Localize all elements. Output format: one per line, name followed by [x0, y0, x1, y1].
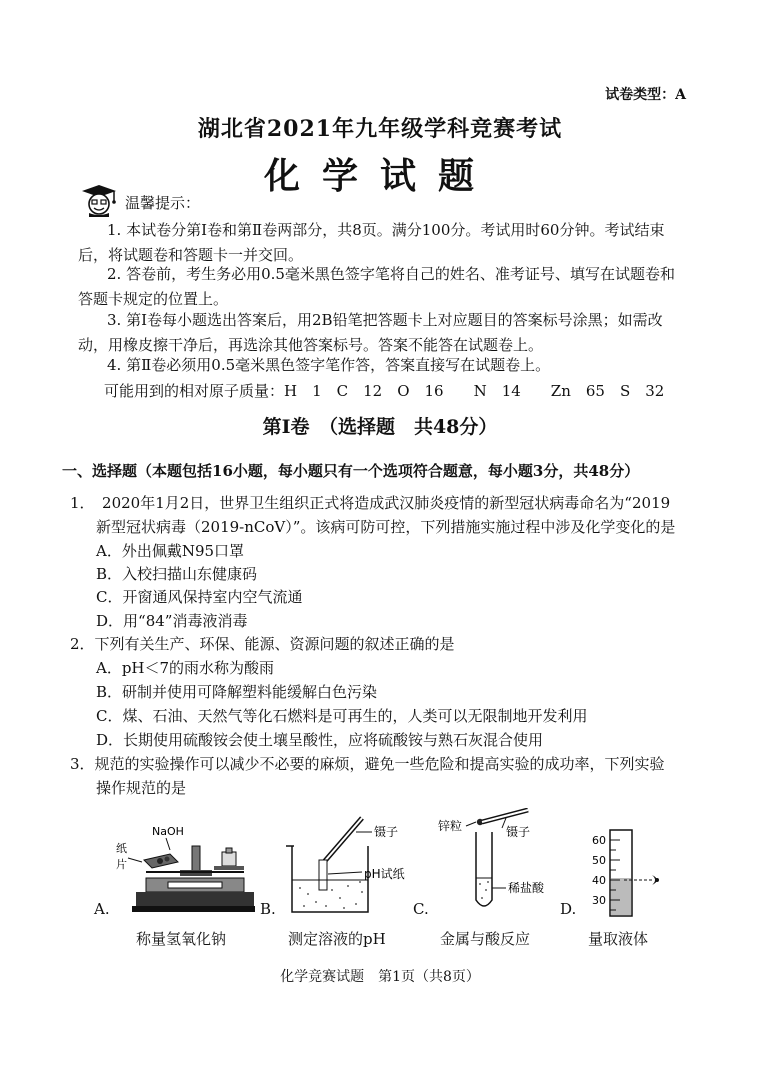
- exam-title: 湖北省2021年九年级学科竞赛考试: [197, 116, 563, 142]
- question-2-option-d: D．长期使用硫酸铵会使土壤呈酸性，应将硫酸铵与熟石灰混合使用: [96, 731, 544, 749]
- notice-item-4: 4. 第Ⅱ卷必须用0.5毫米黑色签字笔作答，答案直接写在试题卷上。: [107, 356, 551, 374]
- notice-label: 温馨提示：: [125, 194, 201, 212]
- tweezers-label-b: 镊子: [374, 825, 399, 839]
- question-2-option-b: B．研制并使用可降解塑料能缓解白色污染: [96, 683, 378, 701]
- notice-item-2: 2. 答卷前，考生务必用0.5毫米黑色签字笔将自己的姓名、准考证号、填写在试题卷和答题卡规定的位置上。: [78, 265, 675, 308]
- choice-a-letter: A.: [94, 900, 110, 918]
- tick-60: 60: [592, 834, 606, 847]
- beaker-ph-illustration: [282, 812, 417, 918]
- question-3-stem-line2: 操作规范的是: [96, 779, 187, 797]
- paper-label-2: 片: [116, 858, 127, 871]
- zinc-label: 锌粒: [438, 819, 463, 833]
- dilute-hcl-label: 稀盐酸: [508, 881, 545, 895]
- subject-title: 化学试题: [263, 155, 496, 197]
- tick-50: 50: [592, 854, 606, 867]
- balance-illustration: [110, 822, 255, 918]
- tweezers-label-c: 镊子: [506, 825, 531, 839]
- question-1-stem-line1: 1． 2020年1月2日，世界卫生组织正式将造成武汉肺炎疫情的新型冠状病毒命名为“2019: [70, 494, 671, 512]
- choice-d-letter: D.: [560, 900, 577, 918]
- question-1-option-b: B．入校扫描山东健康码: [96, 565, 258, 583]
- choice-b-caption: 测定溶液的pH: [288, 930, 386, 948]
- notice-item-3: 3. 第Ⅰ卷每小题选出答案后，用2B铅笔把答题卡上对应题目的答案标号涂黑；如需改动，用橡皮擦干净后，再选涂其他答案标号。答案不能答在试题卷上。: [78, 311, 663, 354]
- question-1-option-d: D．用“84”消毒液消毒: [96, 612, 248, 630]
- question-3-stem-line1: 3．规范的实验操作可以减少不必要的麻烦，避免一些危险和提高实验的成功率，下列实验: [70, 755, 665, 773]
- section-title: 第Ⅰ卷 （选择题 共48分）: [262, 416, 498, 438]
- paper-label-1: 纸: [116, 842, 127, 855]
- tick-30: 30: [592, 894, 606, 907]
- ph-paper-label: pH试纸: [364, 867, 405, 881]
- paper-type: 试卷类型：A: [605, 87, 686, 103]
- atomic-masses: 可能用到的相对原子质量：H 1 C 12 O 16 N 14 Zn 65 S 32: [104, 382, 665, 400]
- naoh-label: NaOH: [152, 825, 184, 838]
- question-1-option-a: A．外出佩戴N95口罩: [96, 542, 245, 560]
- test-tube-illustration: [436, 808, 566, 918]
- question-2-stem: 2．下列有关生产、环保、能源、资源问题的叙述正确的是: [70, 635, 455, 653]
- choice-b-letter: B.: [260, 900, 276, 918]
- graduated-cylinder-illustration: [584, 826, 674, 918]
- choice-c-letter: C.: [413, 900, 429, 918]
- choice-a-caption: 称量氢氧化钠: [136, 930, 227, 948]
- choice-d-caption: 量取液体: [588, 930, 649, 948]
- question-1-stem-line2: 新型冠状病毒（2019-nCoV）”。该病可防可控，下列措施实施过程中涉及化学变化的是: [96, 518, 676, 536]
- choice-c-caption: 金属与酸反应: [440, 930, 531, 948]
- page-footer: 化学竞赛试题 第1页（共8页）: [280, 969, 480, 985]
- question-2-option-a: A．pH＜7的雨水称为酸雨: [96, 659, 275, 677]
- graduate-cap-face-icon: [78, 183, 120, 217]
- question-2-option-c: C．煤、石油、天然气等化石燃料是可再生的，人类可以无限制地开发利用: [96, 707, 588, 725]
- tick-40: 40: [592, 874, 606, 887]
- question-1-option-c: C．开窗通风保持室内空气流通: [96, 588, 303, 606]
- part-title: 一、选择题（本题包括16小题，每小题只有一个选项符合题意，每小题3分，共48分）: [62, 462, 640, 480]
- notice-item-1: 1. 本试卷分第Ⅰ卷和第Ⅱ卷两部分，共8页。满分100分。考试用时60分钟。考试结束后，将试题卷和答题卡一并交回。: [78, 221, 665, 264]
